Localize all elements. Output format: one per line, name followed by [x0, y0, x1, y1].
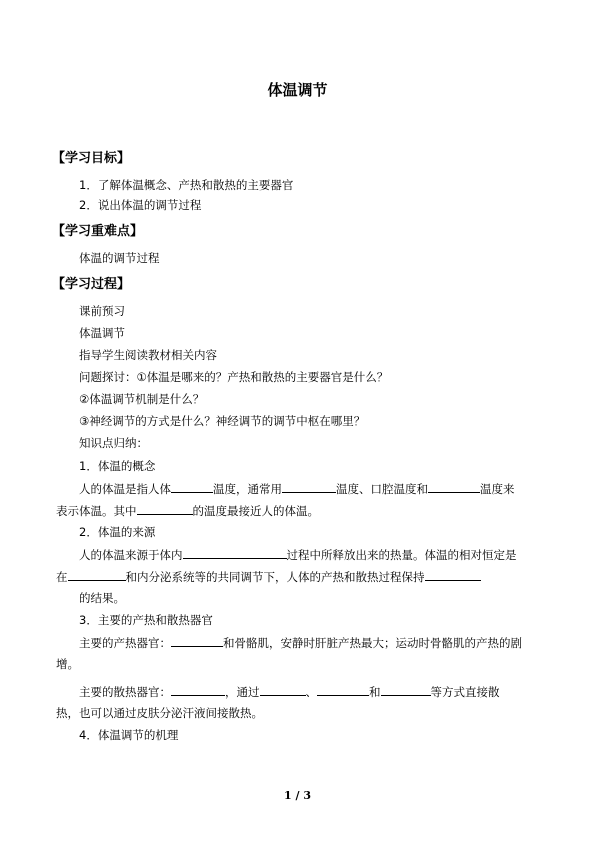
- question-2: ②体温调节机制是什么？: [79, 392, 205, 406]
- point-2-line-1: 人的体温来源于体内 过程中所释放出来的热量。体温的相对恒定是: [79, 548, 517, 562]
- fill-blank[interactable]: [425, 569, 481, 581]
- point-3-title: 3．主要的产热和散热器官: [79, 613, 213, 627]
- goal-item-1: 1．了解体温概念、产热和散热的主要器官: [79, 178, 294, 192]
- summary-label: 知识点归纳：: [79, 436, 148, 450]
- point-3-line-3: 主要的散热器官： ，通过 、 和 等方式直接散: [79, 685, 500, 699]
- page-title: 体温调节: [267, 81, 328, 99]
- question-3: ③神经调节的方式是什么？神经调节的调节中枢在哪里？: [79, 414, 366, 428]
- fill-blank[interactable]: [171, 635, 223, 647]
- point-2-line-3: 的结果。: [79, 591, 125, 605]
- heading-key-points: 【学习重难点】: [52, 224, 144, 239]
- fill-blank[interactable]: [171, 684, 225, 696]
- point-3-line-4: 热，也可以通过皮肤分泌汗液间接散热。: [56, 706, 263, 720]
- fill-blank[interactable]: [260, 684, 306, 696]
- fill-blank[interactable]: [137, 503, 193, 515]
- point-2-title: 2．体温的来源: [79, 525, 156, 539]
- fill-blank[interactable]: [282, 481, 336, 493]
- heading-learning-goals: 【学习目标】: [52, 151, 131, 166]
- question-1: 问题探讨：①体温是哪来的？产热和散热的主要器官是什么？: [79, 370, 389, 384]
- preview-label: 课前预习: [79, 304, 125, 318]
- fill-blank[interactable]: [183, 547, 287, 559]
- point-2-line-2: 在 和内分泌系统等的共同调节下，人体的产热和散热过程保持: [56, 569, 481, 584]
- fill-blank[interactable]: [171, 481, 213, 493]
- point-4-title: 4．体温调节的机理: [79, 728, 179, 742]
- point-1-line-1: 人的体温是指人体 温度，通常用 温度、口腔温度和 温度来: [79, 482, 515, 496]
- point-1-title: 1．体温的概念: [79, 459, 156, 473]
- fill-blank[interactable]: [381, 684, 431, 696]
- page-number: 1 / 3: [284, 789, 311, 802]
- heading-learning-process: 【学习过程】: [52, 277, 131, 292]
- fill-blank[interactable]: [317, 684, 369, 696]
- keypoint-item-1: 体温的调节过程: [79, 251, 160, 265]
- guide-text: 指导学生阅读教材相关内容: [79, 348, 217, 362]
- fill-blank[interactable]: [68, 569, 126, 581]
- goal-item-2: 2．说出体温的调节过程: [79, 198, 202, 212]
- point-3-line-2: 增。: [56, 657, 79, 671]
- point-3-line-1: 主要的产热器官： 和骨骼肌，安静时肝脏产热最大；运动时骨骼肌的产热的剧: [79, 636, 522, 650]
- fill-blank[interactable]: [428, 481, 480, 493]
- topic-label: 体温调节: [79, 326, 125, 340]
- point-1-line-2: 表示体温。其中 的温度最接近人的体温。: [56, 504, 319, 518]
